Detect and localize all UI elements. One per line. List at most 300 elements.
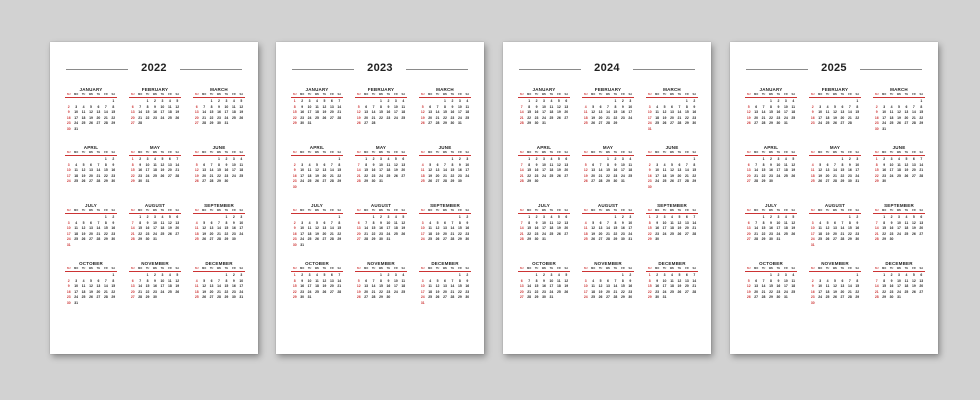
weekday-label: TU (307, 151, 312, 154)
weekday-label: SA (401, 267, 406, 270)
day-grid (419, 157, 471, 185)
day-cell: 9 (535, 220, 538, 225)
day-cell: 25 (783, 231, 788, 236)
calendar-sheet-2024 (503, 42, 711, 354)
day-cell: 16 (769, 168, 773, 173)
day-cell: 14 (337, 104, 342, 109)
weekday-label: TU (598, 209, 603, 212)
day-cell: 9 (293, 226, 296, 231)
day-cell: 15 (613, 226, 618, 231)
day-cell: 23 (292, 179, 297, 184)
day-cell: 20 (130, 289, 135, 294)
weekday-label: WE (88, 267, 94, 270)
day-cell: 30 (810, 300, 815, 305)
month-block (291, 202, 343, 260)
weekday-label: SA (564, 93, 569, 96)
day-cell: 22 (224, 289, 229, 294)
weekday-label: MO (202, 151, 207, 154)
day-cell: 19 (825, 231, 830, 236)
day-cell: 20 (209, 289, 214, 294)
day-cell: 20 (89, 173, 93, 178)
day-cell: 11 (557, 278, 561, 283)
month-block (129, 144, 181, 202)
day-cell: 18 (791, 110, 796, 115)
day-cell: 13 (684, 220, 689, 225)
weekday-label: SA (919, 209, 924, 212)
day-cell: 21 (754, 231, 759, 236)
day-cell: 12 (315, 226, 319, 231)
day-cell: 11 (168, 104, 172, 109)
day-cell: 29 (527, 121, 532, 126)
day-cell: 20 (833, 231, 837, 236)
month-name: FEBRUARY (821, 87, 849, 92)
day-cell: 2 (466, 273, 469, 277)
weekday-label: FR (912, 267, 916, 270)
day-cell: 21 (138, 115, 143, 120)
day-cell: 14 (337, 278, 342, 283)
weekday-header (809, 209, 861, 214)
day-cell: 3 (458, 99, 461, 103)
weekday-label: WE (605, 267, 611, 270)
weekday-label: TU (598, 151, 603, 154)
day-cell: 26 (791, 231, 796, 236)
day-cell: 25 (825, 121, 830, 126)
day-cell: 5 (592, 220, 595, 225)
day-cell: 7 (755, 162, 758, 167)
day-cell: 1 (762, 215, 765, 219)
day-cell: 7 (97, 220, 100, 225)
day-cell: 25 (420, 179, 425, 184)
day-cell: 4 (75, 220, 78, 225)
weekday-label: TH (904, 93, 909, 96)
day-cell: 7 (607, 104, 609, 109)
weekday-label: SA (919, 151, 924, 154)
day-cell: 13 (564, 162, 569, 167)
day-cell: 7 (693, 273, 696, 277)
weekday-header (129, 209, 181, 214)
day-cell: 22 (379, 289, 383, 294)
day-cell: 22 (292, 289, 297, 294)
day-cell: 21 (371, 289, 376, 294)
day-cell: 2 (693, 99, 696, 103)
day-grid (646, 215, 698, 243)
month-block (873, 86, 925, 144)
month-name: JULY (538, 203, 550, 208)
day-cell: 5 (557, 99, 560, 103)
weekday-label: TH (549, 151, 554, 154)
day-cell: 26 (175, 289, 180, 294)
day-cell: 8 (218, 162, 220, 167)
day-cell: 7 (330, 220, 333, 225)
day-cell: 26 (911, 231, 916, 236)
weekday-label: MO (364, 209, 369, 212)
day-cell: 22 (130, 173, 135, 178)
day-cell: 30 (889, 237, 894, 242)
day-cell: 16 (371, 168, 376, 173)
day-cell: 27 (89, 237, 93, 242)
day-cell: 25 (791, 289, 796, 294)
day-cell: 14 (364, 226, 369, 231)
weekday-label: SU (130, 209, 135, 212)
day-cell: 4 (905, 215, 908, 219)
day-cell: 17 (300, 231, 305, 236)
day-cell: 13 (443, 226, 447, 231)
day-cell: 21 (761, 115, 766, 120)
day-cell: 3 (421, 278, 424, 283)
day-cell: 9 (629, 278, 632, 283)
day-cell: 10 (897, 220, 901, 225)
day-cell: 14 (754, 168, 759, 173)
weekday-label: WE (314, 151, 320, 154)
day-cell: 13 (833, 226, 837, 231)
day-cell: 20 (564, 226, 569, 231)
day-cell: 7 (444, 162, 446, 167)
day-cell: 3 (819, 278, 822, 283)
weekday-label: SU (519, 93, 524, 96)
day-cell: 26 (315, 179, 319, 184)
day-cell: 9 (466, 220, 469, 225)
day-grid (582, 215, 634, 243)
day-cell: 22 (761, 231, 766, 236)
day-cell: 8 (621, 278, 624, 283)
day-cell: 17 (66, 231, 71, 236)
day-cell: 21 (371, 115, 376, 120)
day-cell: 31 (897, 295, 901, 300)
month-name: NOVEMBER (367, 261, 395, 266)
day-cell: 15 (457, 284, 462, 289)
day-cell: 25 (583, 237, 588, 242)
day-cell: 20 (564, 168, 569, 173)
day-cell: 3 (584, 278, 587, 283)
day-cell: 7 (848, 104, 851, 109)
day-cell: 19 (911, 226, 916, 231)
day-cell: 31 (647, 126, 652, 131)
day-cell: 20 (167, 168, 172, 173)
day-cell: 25 (315, 289, 319, 294)
day-cell: 27 (130, 121, 135, 126)
day-cell: 3 (421, 220, 424, 225)
day-cell: 27 (194, 121, 199, 126)
day-cell: 29 (613, 121, 618, 126)
day-cell: 21 (337, 110, 342, 115)
day-cell: 29 (527, 179, 532, 184)
day-cell: 25 (591, 295, 596, 300)
weekday-label: FR (912, 93, 916, 96)
weekday-label: FR (168, 151, 172, 154)
day-cell: 30 (542, 295, 546, 300)
day-cell: 25 (465, 115, 470, 120)
day-grid (745, 157, 797, 185)
weekday-label: WE (378, 93, 384, 96)
day-cell: 15 (847, 226, 852, 231)
weekday-label: SA (239, 151, 244, 154)
weekday-label: WE (605, 93, 611, 96)
day-cell: 2 (293, 162, 296, 167)
day-cell: 28 (217, 237, 221, 242)
month-block (65, 86, 117, 144)
day-cell: 29 (224, 237, 229, 242)
day-cell: 11 (420, 168, 425, 173)
day-cell: 28 (911, 121, 916, 126)
day-cell: 29 (457, 237, 462, 242)
day-cell: 26 (315, 237, 319, 242)
day-cell: 6 (841, 104, 844, 109)
day-cell: 2 (621, 215, 624, 219)
weekday-label: TU (435, 267, 440, 270)
weekday-label: SU (356, 267, 361, 270)
day-cell: 10 (818, 284, 823, 289)
day-cell: 8 (770, 278, 772, 283)
day-cell: 3 (777, 157, 780, 161)
day-cell: 5 (663, 104, 666, 109)
weekday-label: SA (791, 93, 796, 96)
weekday-label: SA (239, 267, 244, 270)
weekday-label: WE (152, 93, 158, 96)
day-cell: 23 (534, 173, 539, 178)
day-cell: 30 (769, 179, 773, 184)
day-cell: 24 (307, 115, 312, 120)
day-cell: 28 (217, 295, 221, 300)
day-cell: 2 (770, 215, 772, 219)
day-cell: 13 (825, 168, 830, 173)
weekday-label: FR (168, 209, 172, 212)
day-cell: 19 (239, 110, 244, 115)
weekday-label: TH (776, 93, 781, 96)
day-cell: 18 (307, 173, 312, 178)
day-cell: 16 (231, 226, 236, 231)
day-cell: 15 (138, 226, 143, 231)
day-cell: 6 (429, 104, 432, 109)
day-cell: 7 (372, 278, 375, 283)
day-cell: 10 (66, 226, 71, 231)
weekday-header (809, 93, 861, 98)
day-cell: 26 (911, 289, 916, 294)
day-cell: 19 (175, 110, 180, 115)
day-cell: 30 (769, 237, 773, 242)
day-cell: 21 (677, 115, 682, 120)
day-cell: 17 (620, 168, 625, 173)
month-block (646, 260, 698, 318)
day-cell: 26 (746, 121, 751, 126)
day-cell: 9 (621, 220, 624, 225)
day-cell: 23 (882, 173, 887, 178)
day-cell: 7 (848, 278, 851, 283)
day-cell: 29 (769, 121, 773, 126)
day-cell: 11 (194, 226, 199, 231)
day-cell: 10 (628, 104, 633, 109)
weekday-label: TH (96, 209, 101, 212)
weekday-label: SA (791, 151, 796, 154)
weekday-label: TH (677, 267, 682, 270)
day-cell: 7 (451, 220, 454, 225)
day-grid (745, 273, 797, 301)
day-cell: 25 (74, 237, 79, 242)
day-cell: 8 (762, 162, 765, 167)
day-cell: 13 (443, 284, 447, 289)
day-cell: 1 (338, 215, 341, 219)
day-cell: 16 (847, 168, 852, 173)
day-cell: 19 (818, 173, 823, 178)
day-cell: 13 (167, 162, 172, 167)
day-cell: 14 (613, 284, 618, 289)
month-name: DECEMBER (885, 261, 913, 266)
day-cell: 20 (322, 173, 327, 178)
day-cell: 28 (754, 237, 759, 242)
weekday-label: MO (655, 93, 660, 96)
day-cell: 14 (919, 162, 924, 167)
month-name: JANUARY (759, 87, 783, 92)
day-cell: 12 (564, 278, 569, 283)
day-cell: 18 (239, 168, 244, 173)
day-cell: 2 (811, 278, 814, 283)
day-cell: 26 (356, 295, 361, 300)
day-cell: 10 (810, 226, 815, 231)
day-cell: 11 (307, 226, 312, 231)
weekday-label: SA (855, 267, 860, 270)
day-cell: 12 (239, 104, 244, 109)
weekday-label: TH (224, 93, 229, 96)
weekday-label: WE (669, 209, 675, 212)
day-cell: 16 (855, 226, 860, 231)
day-grid (518, 99, 570, 127)
day-cell: 12 (904, 162, 909, 167)
month-name: MAY (829, 145, 841, 150)
day-grid (518, 215, 570, 243)
day-cell: 5 (168, 215, 171, 219)
weekday-label: SU (746, 151, 751, 154)
month-name: OCTOBER (759, 261, 783, 266)
weekday-label: FR (458, 267, 462, 270)
day-cell: 30 (153, 295, 157, 300)
weekday-label: SU (356, 151, 361, 154)
day-cell: 14 (874, 284, 879, 289)
weekday-label: TU (209, 151, 214, 154)
day-cell: 28 (356, 179, 361, 184)
day-cell: 25 (167, 115, 172, 120)
month-name: MARCH (890, 87, 908, 92)
day-cell: 3 (394, 99, 397, 103)
day-cell: 21 (684, 173, 689, 178)
day-cell: 1 (104, 157, 107, 161)
day-cell: 15 (379, 284, 383, 289)
day-cell: 4 (819, 220, 822, 225)
day-cell: 23 (655, 231, 660, 236)
weekday-label: MO (300, 267, 305, 270)
day-cell: 26 (175, 115, 180, 120)
weekday-label: TH (613, 151, 618, 154)
day-cell: 18 (465, 110, 470, 115)
weekday-label: SU (874, 151, 879, 154)
day-cell: 30 (776, 295, 781, 300)
day-cell: 14 (217, 226, 221, 231)
weekday-label: SA (465, 267, 470, 270)
day-cell: 18 (825, 115, 830, 120)
day-cell: 4 (905, 273, 908, 277)
day-cell: 5 (792, 157, 795, 161)
day-cell: 21 (598, 173, 603, 178)
day-cell: 11 (897, 162, 901, 167)
day-cell: 5 (436, 278, 439, 283)
day-cell: 5 (323, 99, 326, 103)
day-cell: 20 (598, 231, 603, 236)
day-cell: 1 (856, 99, 859, 103)
day-cell: 13 (209, 284, 214, 289)
day-cell: 9 (112, 162, 115, 167)
month-name: NOVEMBER (141, 261, 169, 266)
day-cell: 27 (825, 179, 830, 184)
day-cell: 3 (240, 215, 243, 219)
day-cell: 26 (81, 179, 86, 184)
weekday-label: FR (232, 93, 236, 96)
day-cell: 11 (784, 220, 788, 225)
day-cell: 6 (755, 104, 758, 109)
day-cell: 8 (856, 104, 859, 109)
day-cell: 25 (556, 289, 561, 294)
day-cell: 27 (564, 231, 569, 236)
day-cell: 17 (160, 110, 165, 115)
weekday-label: FR (104, 151, 108, 154)
day-cell: 12 (911, 220, 916, 225)
weekday-label: TH (549, 267, 554, 270)
day-cell: 10 (542, 162, 546, 167)
month-block (809, 144, 861, 202)
day-cell: 8 (225, 278, 228, 283)
weekday-header (518, 93, 570, 98)
day-cell: 3 (656, 162, 659, 167)
weekday-label: WE (442, 267, 448, 270)
weekday-label: FR (685, 151, 689, 154)
weekday-label: FR (784, 209, 788, 212)
day-cell: 15 (217, 168, 221, 173)
weekday-label: TH (224, 267, 229, 270)
day-cell: 24 (386, 231, 391, 236)
day-cell: 14 (911, 110, 916, 115)
weekday-label: SU (583, 151, 588, 154)
day-cell: 15 (620, 284, 625, 289)
day-cell: 20 (443, 289, 447, 294)
day-cell: 12 (89, 284, 93, 289)
day-cell: 3 (75, 104, 78, 109)
weekday-label: WE (669, 151, 675, 154)
month-name: AUGUST (370, 203, 392, 208)
weekday-label: SU (874, 209, 879, 212)
day-cell: 28 (847, 295, 852, 300)
day-cell: 23 (386, 289, 391, 294)
day-cell: 25 (904, 231, 909, 236)
day-cell: 24 (776, 173, 781, 178)
weekday-label: SU (647, 209, 652, 212)
day-cell: 10 (647, 110, 652, 115)
day-cell: 22 (847, 231, 852, 236)
weekday-label: SA (628, 267, 633, 270)
weekday-header (518, 267, 570, 272)
weekday-label: TU (825, 93, 830, 96)
day-cell: 14 (519, 226, 524, 231)
weekday-label: TU (81, 209, 86, 212)
day-cell: 25 (194, 237, 199, 242)
day-cell: 25 (818, 237, 823, 242)
weekday-label: SU (66, 267, 71, 270)
day-cell: 29 (882, 295, 887, 300)
weekday-label: SU (130, 151, 135, 154)
day-cell: 2 (656, 273, 659, 277)
day-cell: 6 (607, 278, 609, 283)
day-cell: 16 (465, 226, 470, 231)
day-cell: 8 (614, 220, 617, 225)
day-cell: 1 (856, 273, 859, 277)
weekday-label: MO (655, 209, 660, 212)
month-block (129, 260, 181, 318)
